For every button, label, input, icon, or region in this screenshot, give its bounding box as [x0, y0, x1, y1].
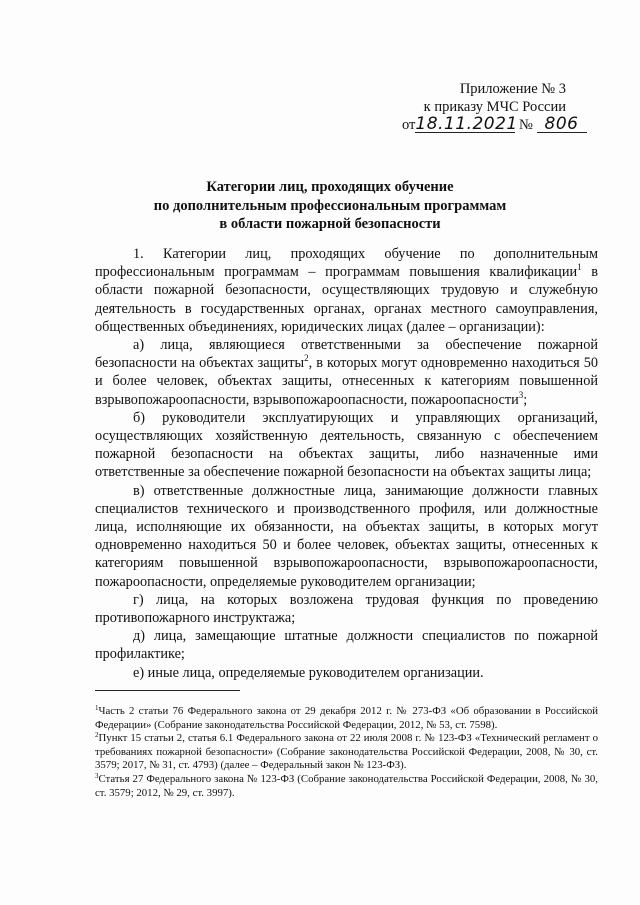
handwritten-number: 806: [537, 116, 587, 133]
date-prefix: от: [402, 117, 416, 133]
number-prefix: №: [519, 117, 533, 133]
paragraph-1: 1. Категории лиц, проходящих обучение по дополнительным профессиональным программам – программам повышения квалификации$^1$ в области пожарной безопасности, осуществляющих трудовую и служебную деятельность в государственных органах, органах местного самоуправления, общественных объединениях, юридических лицах (далее – организации):: [95, 246, 598, 335]
item-d: г) лица, на которых возложена трудовая функция по проведению противопожарного инструктажа;: [95, 591, 598, 627]
footnote-ref-2: 2: [304, 353, 309, 364]
footnotes: [95, 705, 598, 800]
item-f: е) иные лица, определяемые руководителем организации.: [133, 664, 484, 681]
appendix-date-number: [400, 116, 600, 134]
footnote-ref-3: 3: [518, 389, 524, 400]
document-body: [95, 245, 598, 682]
appendix-order: к приказу МЧС России: [423, 99, 566, 115]
item-e: д) лица, замещающие штатные должности специалистов по пожарной профилактике;: [95, 628, 598, 663]
title-line-3: в области пожарной безопасности: [219, 216, 441, 232]
item-c: в) ответственные должностные лица, занимающие должности главных специалистов технического и производственного профиля, или должностные лица, исполняющие их обязанности, на объектах защиты, в которых могут одновременно находиться 50 и более человек, объектах защиты, отнесенных к категориям повышенной взрывопожароопасности, взрывопожароопасности, пожароопасности, определяемые руководителем организации;: [95, 482, 598, 590]
footnote-1: $^1$Часть 2 статьи 76 Федерального закона от 29 декабря 2012 г. № 273-ФЗ «Об образовании в Российской Федерации» (Собрание законодательства Российской Федерации, 2012, № 53, ст. 7598).: [95, 704, 598, 731]
footnote-3: $^3$Статья 27 Федерального закона № 123-ФЗ (Собрание законодательства Российской Федерации, 2008, № 30, ст. 3579; 2012, № 29, ст. 3997).: [95, 771, 598, 799]
document-title: [110, 178, 550, 234]
appendix-title: Приложение № 3: [459, 81, 566, 97]
title-line-2: по дополнительным профессиональным программам: [153, 197, 507, 214]
item-b: б) руководители эксплуатирующих и управляющих организаций, осуществляющих хозяйственную деятельность, связанную с обеспечением пожарной безопасности на объектах защиты, либо назначенные ими ответственные за обеспечение пожарной безопасности на объектах защиты лица;: [95, 409, 598, 481]
footnote-ref-1: 1: [577, 262, 582, 273]
item-a: а) лица, являющиеся ответственными за обеспечение пожарной безопасности на объектах защиты$^2$, в которых могут одновременно находиться 50 и более человек, объектах защиты, отнесенных к категориям повышенной взрывопожароопасности, взрывопожароопасности, пожароопасности$^3$;: [95, 337, 598, 408]
footnote-divider: [95, 690, 240, 691]
handwritten-date: 18.11.2021: [415, 114, 518, 134]
footnote-2: $^2$Пункт 15 статьи 2, статья 6.1 Федерального закона от 22 июля 2008 г. № 123-ФЗ «Технический регламент о требованиях пожарной безопасности» (Собрание законодательства Российской Федерации, 2008, № 30, ст. 3579; 2017, № 31, ст. 4793) (далее – Федеральный закон № 123-ФЗ).: [95, 731, 598, 772]
appendix-header: [400, 80, 600, 134]
title-line-1: Категории лиц, проходящих обучение: [206, 179, 454, 195]
